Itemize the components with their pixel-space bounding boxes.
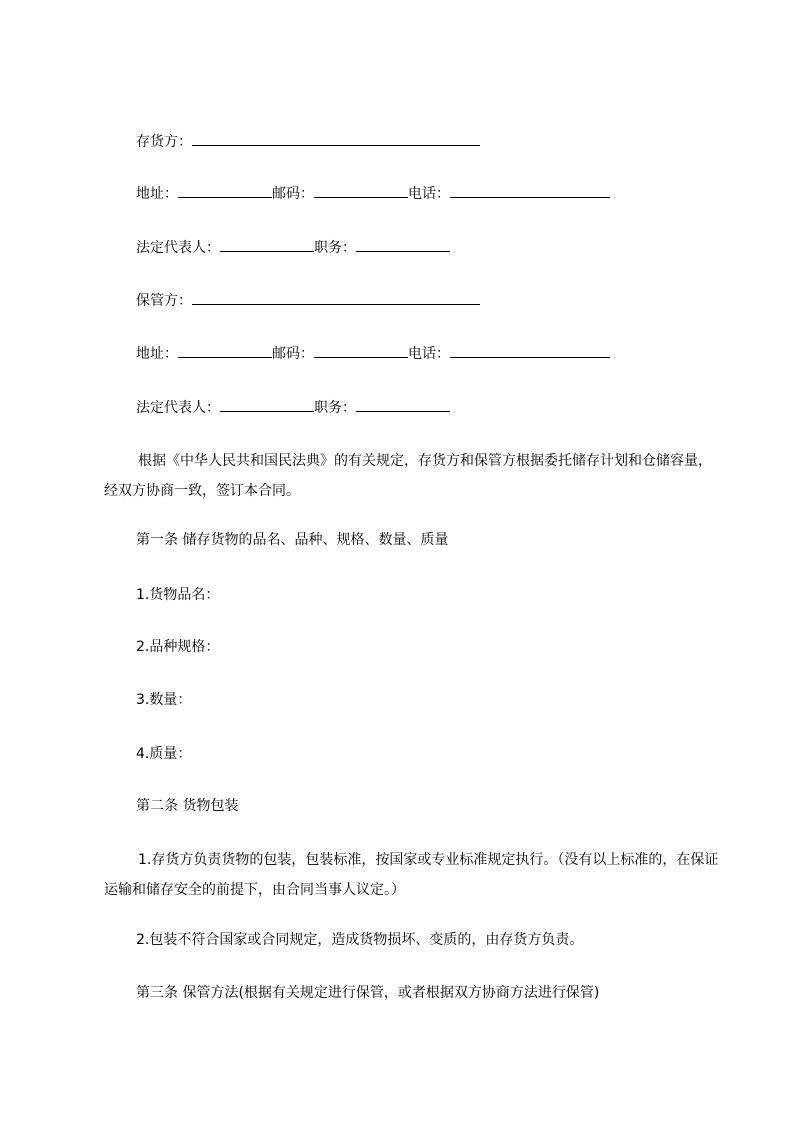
depositor-rep-label: 法定代表人： xyxy=(136,240,220,256)
depositor-position-blank[interactable] xyxy=(356,238,450,252)
depositor-address-blank[interactable] xyxy=(178,184,272,198)
depositor-phone-label: 电话： xyxy=(408,186,450,202)
article1-item-quality: 4.质量： xyxy=(136,746,192,762)
article1-item-product-name: 1.货物品名： xyxy=(136,587,220,603)
custodian-address-label: 地址： xyxy=(136,346,178,362)
preamble-paragraph xyxy=(104,446,724,506)
article2-title: 第二条 货物包装 xyxy=(136,798,239,814)
custodian-contact-line xyxy=(136,344,610,364)
depositor-name-blank[interactable] xyxy=(192,132,480,146)
depositor-address-label: 地址： xyxy=(136,186,178,202)
article1-title: 第一条 储存货物的品名、品种、规格、数量、质量 xyxy=(136,532,449,548)
custodian-phone-label: 电话： xyxy=(408,346,450,362)
depositor-label: 存货方： xyxy=(136,134,192,150)
article2-item1-paragraph xyxy=(104,845,724,905)
depositor-contact-line xyxy=(136,184,610,204)
custodian-line xyxy=(136,291,480,311)
custodian-rep-line xyxy=(136,398,450,418)
depositor-rep-blank[interactable] xyxy=(220,238,314,252)
depositor-phone-blank[interactable] xyxy=(450,184,610,198)
custodian-position-blank[interactable] xyxy=(356,398,450,412)
custodian-postcode-blank[interactable] xyxy=(314,344,408,358)
custodian-postcode-label: 邮码： xyxy=(272,346,314,362)
article3-title: 第三条 保管方法(根据有关规定进行保管，或者根据双方协商方法进行保管) xyxy=(136,985,600,1001)
custodian-rep-label: 法定代表人： xyxy=(136,400,220,416)
depositor-postcode-label: 邮码： xyxy=(272,186,314,202)
custodian-address-blank[interactable] xyxy=(178,344,272,358)
custodian-phone-blank[interactable] xyxy=(450,344,610,358)
depositor-postcode-blank[interactable] xyxy=(314,184,408,198)
article2-item1-text: 1.存货方负责货物的包装，包装标准，按国家或专业标准规定执行。（没有以上标准的，在保证运输和储存安全的前提下，由合同当事人议定。） xyxy=(104,852,719,898)
custodian-position-label: 职务： xyxy=(314,400,356,416)
depositor-position-label: 职务： xyxy=(314,240,356,256)
depositor-rep-line xyxy=(136,238,450,258)
custodian-label: 保管方： xyxy=(136,293,192,309)
article1-item-spec: 2.品种规格： xyxy=(136,639,220,655)
custodian-rep-blank[interactable] xyxy=(220,398,314,412)
preamble-text: 根据《中华人民共和国民法典》的有关规定，存货方和保管方根据委托储存计划和仓储容量，经双方协商一致，签订本合同。 xyxy=(104,453,712,499)
custodian-name-blank[interactable] xyxy=(192,291,480,305)
article1-item-quantity: 3.数量： xyxy=(136,692,192,708)
depositor-line xyxy=(136,132,480,152)
article2-item2: 2.包装不符合国家或合同规定，造成货物损坏、变质的，由存货方负责。 xyxy=(136,932,584,948)
